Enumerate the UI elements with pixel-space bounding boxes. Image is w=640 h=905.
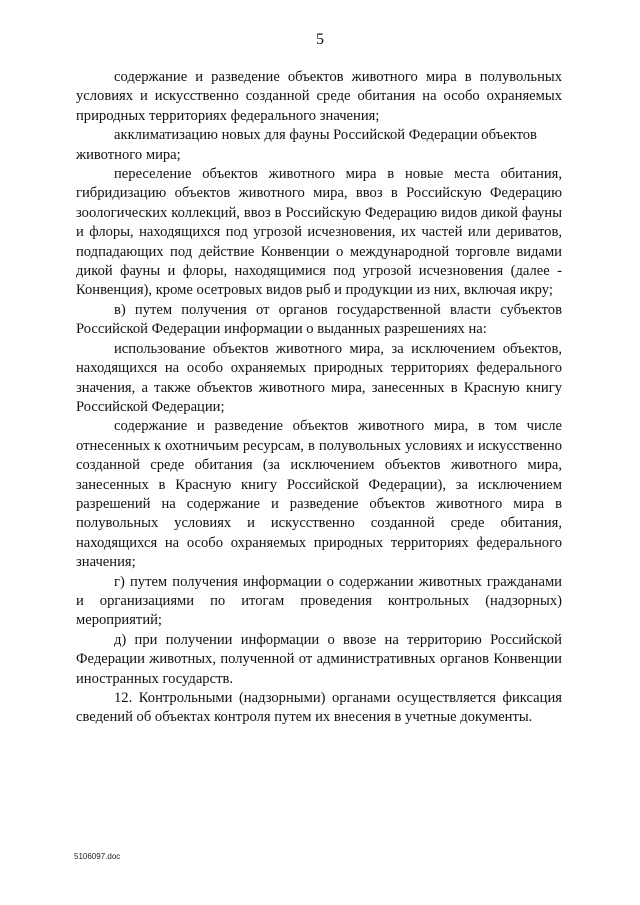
paragraph-7: г) путем получения информации о содержании животных гражданами и организациями по итогам проведения контрольных (надзорных) мероприятий; xyxy=(76,573,562,629)
page-number: 5 xyxy=(316,31,324,48)
paragraph-3: переселение объектов животного мира в новые места обитания, гибридизацию объектов животного мира, ввоз в Российскую Федерацию зоологических коллекций, ввоз в Российскую Федерацию видов дикой фауны и флоры, находящихся под угрозой исчезновения, их частей или дериватов, подпадающих под действие Конвенции о международной торговле видами дикой фауны и флоры, находящимися под угрозой исчезновения (далее - Конвенция), кроме осетровых видов рыб и продукции из них, включая икру; xyxy=(76,166,562,299)
paragraph-9: 12. Контрольными (надзорными) органами осуществляется фиксация сведений об объектах контроля путем их внесения в учетные документы. xyxy=(76,690,562,726)
paragraph-2: акклиматизацию новых для фауны Российской Федерации объектов животного мира; xyxy=(76,127,537,163)
paragraph-5: использование объектов животного мира, за исключением объектов, находящихся на особо охраняемых природных территориях федерального значения, а также объектов животного мира, занесенных в Красную книгу Российской Федерации; xyxy=(76,340,562,415)
paragraph-8: д) при получении информации о ввозе на территорию Российской Федерации животных, полученной от административных органов Конвенции иностранных государств. xyxy=(76,631,562,687)
paragraph-1: содержание и разведение объектов животного мира в полувольных условиях и искусственно созданной среде обитания на особо охраняемых природных территориях федерального значения; xyxy=(76,69,562,124)
paragraph-4: в) путем получения от органов государственной власти субъектов Российской Федерации информации о выданных разрешениях на: xyxy=(76,301,562,338)
footer-file-code: 5106097.doc xyxy=(74,852,121,861)
document-body xyxy=(76,68,562,728)
paragraph-6: содержание и разведение объектов животного мира, в том числе отнесенных к охотничьим ресурсам, в полувольных условиях и искусственно созданной среде обитания (за исключением объектов животного мира, занесенных в Красную книгу Российской Федерации), за исключением разрешений на содержание и разведение объектов животного мира в полувольных условиях и искусственно созданной среде обитания, находящихся на особо охраняемых природных территориях федерального значения; xyxy=(76,418,562,571)
